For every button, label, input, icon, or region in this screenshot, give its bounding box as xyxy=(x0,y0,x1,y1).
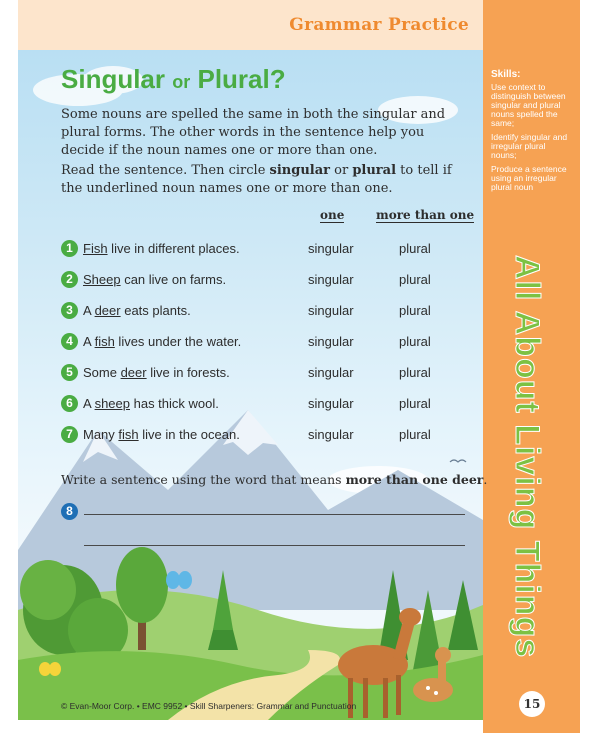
question-sentence xyxy=(83,271,226,289)
underlined-noun: sheep xyxy=(94,396,130,411)
underlined-noun: fish xyxy=(118,427,139,442)
underlined-noun: fish xyxy=(94,334,115,349)
skill-item: Use context to distinguish between singular and plural nouns spelled the same; xyxy=(491,82,566,128)
sentence-pre: A xyxy=(83,334,95,349)
left-margin xyxy=(0,0,18,733)
sentence-post: has thick wool. xyxy=(130,396,219,411)
question-sentence xyxy=(83,426,240,444)
option-plural[interactable]: plural xyxy=(399,396,431,411)
question-number: 4 xyxy=(61,333,78,350)
option-singular[interactable]: singular xyxy=(308,396,354,411)
header-band xyxy=(18,0,483,50)
option-singular[interactable]: singular xyxy=(308,365,354,380)
question-sentence xyxy=(83,302,191,320)
option-plural[interactable]: plural xyxy=(399,272,431,287)
bird-icon xyxy=(450,460,466,462)
sentence-post: live in different places. xyxy=(107,241,240,256)
option-plural[interactable]: plural xyxy=(399,241,431,256)
writing-line[interactable] xyxy=(84,514,465,515)
instructions-singular: singular xyxy=(269,163,331,178)
instructions-part: or xyxy=(330,163,353,178)
sentence-post: lives under the water. xyxy=(114,334,242,349)
right-margin xyxy=(580,0,600,733)
sentence-post: live in the ocean. xyxy=(138,427,240,442)
sentence-pre: Many xyxy=(83,427,119,442)
underlined-noun: Fish xyxy=(83,241,108,256)
column-header-more: more than one xyxy=(376,208,475,222)
writing-prompt xyxy=(61,472,487,487)
option-plural[interactable]: plural xyxy=(399,303,431,318)
prompt-bold: more than one deer xyxy=(345,472,484,487)
option-plural[interactable]: plural xyxy=(399,365,431,380)
option-singular[interactable]: singular xyxy=(308,241,354,256)
question-number: 1 xyxy=(61,240,78,257)
option-singular[interactable]: singular xyxy=(308,272,354,287)
question-number: 6 xyxy=(61,395,78,412)
instructions-part: Read the sentence. Then circle xyxy=(61,163,270,178)
instructions-part: to tell if the underlined noun names one or more than one. xyxy=(61,163,452,196)
sidebar xyxy=(483,0,580,733)
question-number: 3 xyxy=(61,302,78,319)
skill-item: Produce a sentence using an irregular plural noun xyxy=(491,164,567,192)
section-title: Grammar Practice xyxy=(289,15,469,35)
writing-line[interactable] xyxy=(84,545,465,546)
skills-list xyxy=(491,83,571,197)
question-number-8: 8 xyxy=(61,503,78,520)
skills-heading: Skills: xyxy=(491,69,521,80)
intro-paragraph: Some nouns are spelled the same in both the singular and plural forms. The other words in the sentence help you decide if the noun names one or more than one. xyxy=(61,107,446,158)
option-singular[interactable]: singular xyxy=(308,427,354,442)
question-number: 2 xyxy=(61,271,78,288)
title-connector: or xyxy=(172,72,191,92)
question-number: 7 xyxy=(61,426,78,443)
page-title xyxy=(61,64,286,95)
option-singular[interactable]: singular xyxy=(308,303,354,318)
column-header-one: one xyxy=(320,208,345,222)
sentence-post: live in forests. xyxy=(146,365,230,380)
instructions-plural: plural xyxy=(352,163,397,178)
title-singular: Singular xyxy=(61,64,166,94)
footer-credit: © Evan-Moor Corp. • EMC 9952 • Skill Sharpeners: Grammar and Punctuation xyxy=(61,701,357,711)
option-singular[interactable]: singular xyxy=(308,334,354,349)
sentence-pre: A xyxy=(83,303,95,318)
sentence-pre: Some xyxy=(83,365,121,380)
instructions-paragraph xyxy=(61,162,461,198)
option-plural[interactable]: plural xyxy=(399,427,431,442)
underlined-noun: Sheep xyxy=(83,272,121,287)
underlined-noun: deer xyxy=(94,303,121,318)
sentence-post: can live on farms. xyxy=(120,272,227,287)
question-sentence xyxy=(83,240,240,258)
question-sentence xyxy=(83,333,241,351)
option-plural[interactable]: plural xyxy=(399,334,431,349)
question-number: 5 xyxy=(61,364,78,381)
page-number: 15 xyxy=(519,691,545,717)
underlined-noun: deer xyxy=(120,365,147,380)
question-sentence xyxy=(83,364,230,382)
title-plural: Plural? xyxy=(197,64,286,94)
skill-item: Identify singular and irregular plural nouns; xyxy=(491,132,568,160)
question-sentence xyxy=(83,395,219,413)
prompt-end: . xyxy=(483,472,488,487)
unit-title: All About Living Things xyxy=(508,255,546,659)
prompt-start: Write a sentence using the word that means xyxy=(61,472,346,487)
sentence-pre: A xyxy=(83,396,95,411)
sentence-post: eats plants. xyxy=(120,303,191,318)
